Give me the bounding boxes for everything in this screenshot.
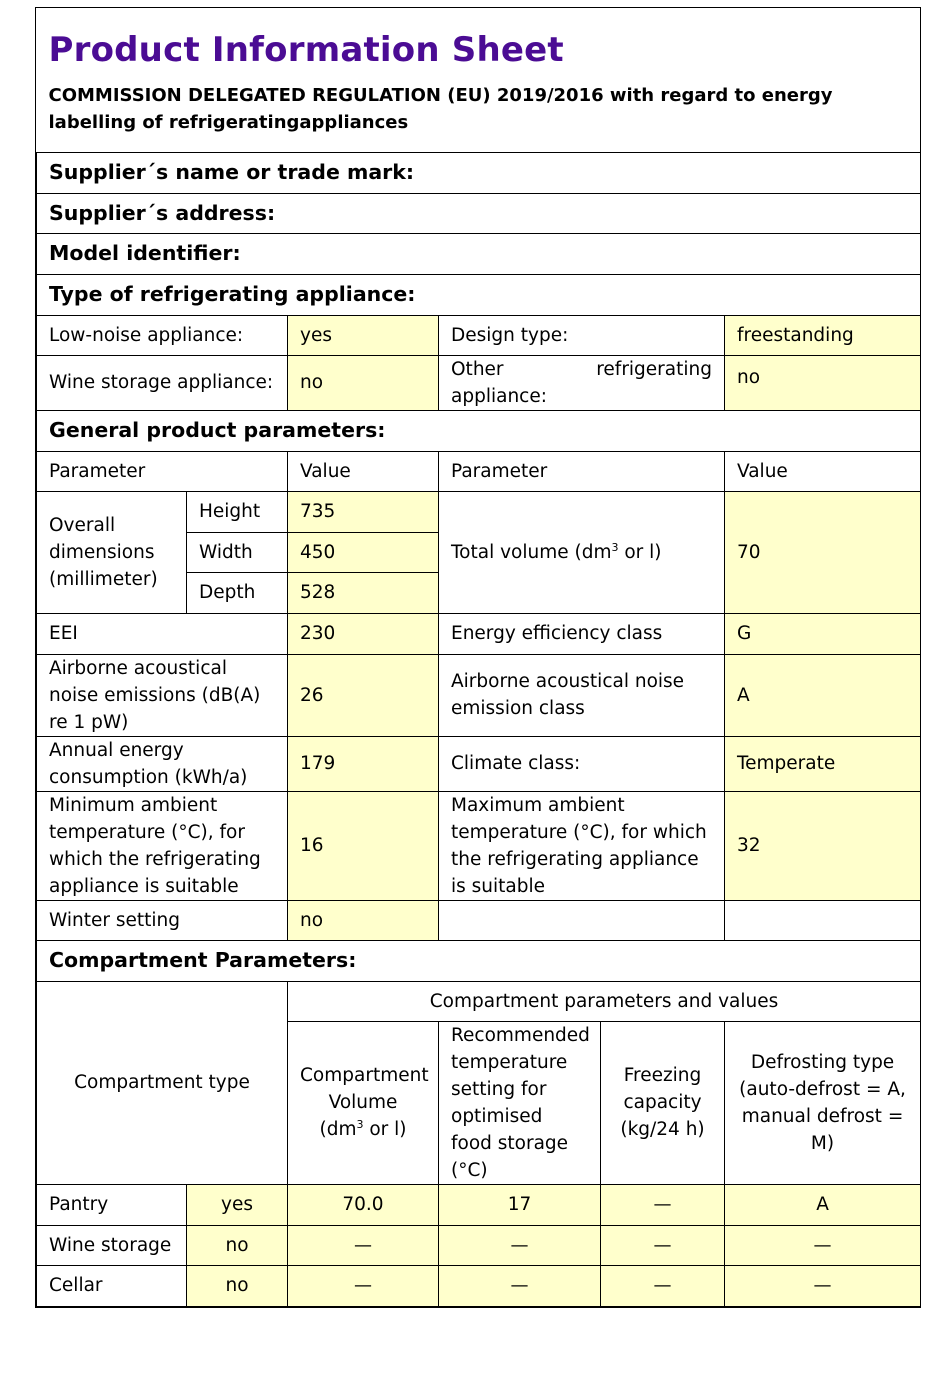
compartment-present: no bbox=[187, 1225, 288, 1265]
compartment-temp: 17 bbox=[439, 1184, 601, 1225]
eei-label: EEI bbox=[37, 613, 288, 654]
noise-value: 26 bbox=[288, 654, 439, 736]
low-noise-label: Low-noise appliance: bbox=[37, 315, 288, 355]
other-label-word-3: appliance: bbox=[451, 385, 547, 407]
compartment-freezing: — bbox=[601, 1265, 725, 1306]
eei-value: 230 bbox=[288, 613, 439, 654]
climate-class-value: Temperate bbox=[725, 736, 921, 791]
climate-class-label: Climate class: bbox=[439, 736, 725, 791]
supplier-address-label: Supplier´s address: bbox=[37, 193, 921, 233]
compartment-defrost: A bbox=[725, 1184, 921, 1225]
total-volume-label: Total volume ($dm^3$ or l) bbox=[439, 491, 725, 613]
compartment-name: Pantry bbox=[37, 1184, 187, 1225]
total-volume-value: 70 bbox=[725, 491, 921, 613]
compartment-defrost: — bbox=[725, 1265, 921, 1306]
depth-value: 528 bbox=[288, 572, 439, 613]
height-label: Height bbox=[187, 491, 288, 532]
page-title: Product Information Sheet bbox=[48, 29, 564, 70]
supplier-name-label: Supplier´s name or trade mark: bbox=[37, 152, 921, 193]
dimensions-label: Overall dimensions (millimeter) bbox=[37, 491, 187, 613]
depth-label: Depth bbox=[187, 572, 288, 613]
min-temp-label: Minimum ambient temperature (°C), for which the refrigerating appliance is suitable bbox=[37, 791, 288, 900]
noise-class-value: A bbox=[725, 654, 921, 736]
compartment-defrost: — bbox=[725, 1225, 921, 1265]
low-noise-value: yes bbox=[288, 315, 439, 355]
col-value-right: Value bbox=[725, 451, 921, 491]
table-row bbox=[37, 1184, 921, 1225]
compartment-volume: — bbox=[288, 1225, 439, 1265]
max-temp-value: 32 bbox=[725, 791, 921, 900]
compartment-present: yes bbox=[187, 1184, 288, 1225]
noise-label: Airborne acoustical noise emissions (dB(A) re 1 pW) bbox=[37, 654, 288, 736]
compartment-temp: — bbox=[439, 1265, 601, 1306]
col-compartment-volume: Compartment Volume ($dm^3$ or l) bbox=[288, 1021, 439, 1184]
compartment-volume: 70.0 bbox=[288, 1184, 439, 1225]
energy-class-value: G bbox=[725, 613, 921, 654]
compartment-freezing: — bbox=[601, 1225, 725, 1265]
noise-class-label: Airborne acoustical noise emission class bbox=[439, 654, 725, 736]
design-type-value: freestanding bbox=[725, 315, 921, 355]
header-cell bbox=[37, 8, 921, 152]
compartment-name: Wine storage bbox=[37, 1225, 187, 1265]
wine-storage-value: no bbox=[288, 355, 439, 410]
col-recommended-temp: Recommended temperature setting for optimised food storage (°C) bbox=[439, 1021, 601, 1184]
other-appliance-label bbox=[439, 355, 725, 410]
col-parameter-right: Parameter bbox=[439, 451, 725, 491]
col-value-left: Value bbox=[288, 451, 439, 491]
info-table bbox=[36, 8, 921, 1307]
compartment-present: no bbox=[187, 1265, 288, 1306]
compartment-type-label: Compartment type bbox=[37, 981, 288, 1184]
compartment-temp: — bbox=[439, 1225, 601, 1265]
compartment-volume: — bbox=[288, 1265, 439, 1306]
compartment-group-label: Compartment parameters and values bbox=[288, 981, 921, 1021]
height-value: 735 bbox=[288, 491, 439, 532]
other-label-word-2: refrigerating bbox=[596, 358, 712, 380]
general-heading: General product parameters: bbox=[37, 410, 921, 451]
compartment-freezing: — bbox=[601, 1184, 725, 1225]
empty-cell bbox=[439, 900, 725, 940]
empty-cell bbox=[725, 900, 921, 940]
min-temp-value: 16 bbox=[288, 791, 439, 900]
table-row bbox=[37, 1265, 921, 1306]
width-value: 450 bbox=[288, 532, 439, 572]
width-label: Width bbox=[187, 532, 288, 572]
table-row bbox=[37, 1225, 921, 1265]
col-parameter-left: Parameter bbox=[37, 451, 288, 491]
compartment-name: Cellar bbox=[37, 1265, 187, 1306]
design-type-label: Design type: bbox=[439, 315, 725, 355]
model-identifier-label: Model identifier: bbox=[37, 233, 921, 274]
other-appliance-value: no bbox=[725, 355, 921, 410]
other-label-word-1: Other bbox=[451, 358, 504, 380]
col-defrosting-type: Defrosting type (auto-defrost = A, manual defrost = M) bbox=[725, 1021, 921, 1184]
annual-energy-label: Annual energy consumption (kWh/a) bbox=[37, 736, 288, 791]
compartment-heading: Compartment Parameters: bbox=[37, 940, 921, 981]
type-heading: Type of refrigerating appliance: bbox=[37, 274, 921, 315]
winter-setting-value: no bbox=[288, 900, 439, 940]
col-freezing-capacity: Freezing capacity (kg/24 h) bbox=[601, 1021, 725, 1184]
annual-energy-value: 179 bbox=[288, 736, 439, 791]
regulation-text: COMMISSION DELEGATED REGULATION (EU) 2019/2016 with regard to energy labelling of refrigeratingappliances bbox=[48, 84, 833, 133]
max-temp-label: Maximum ambient temperature (°C), for which the refrigerating appliance is suitable bbox=[439, 791, 725, 900]
energy-class-label: Energy efficiency class bbox=[439, 613, 725, 654]
winter-setting-label: Winter setting bbox=[37, 900, 288, 940]
product-information-sheet bbox=[35, 7, 921, 1308]
wine-storage-label: Wine storage appliance: bbox=[37, 355, 288, 410]
